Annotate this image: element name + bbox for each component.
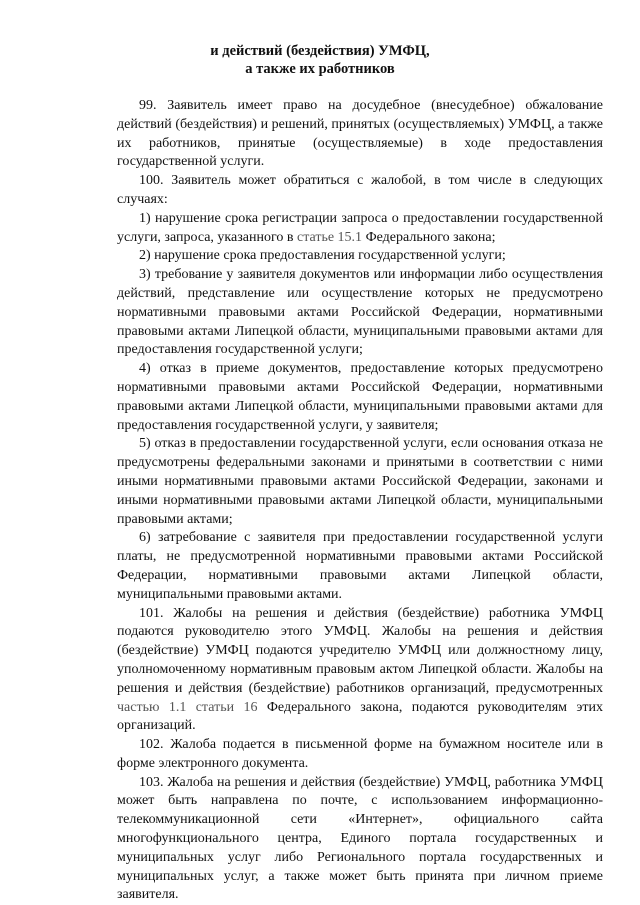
case-4: 4) отказ в приеме документов, предоставление которых предусмотрено нормативными правовыми актами Российской Федерации, нормативными правовыми актами Липецкой области, муниципальными правовыми актами для предоставления государственной услуги, у заявителя;	[117, 361, 603, 433]
paragraph-101-text-b: Федерального закона, подаются руководителям этих организаций.	[117, 699, 604, 734]
paragraph-103: 103. Жалоба на решения и действия (бездействие) УМФЦ, работника УМФЦ может быть направлена по почте, с использованием информационно-телекоммуникационной сети «Интернет», официального сайта многофункционального центра, Единого портала государственных и муниципальных услуг либо Регионального портала государственных и муниципальных услуг, а также может быть принята при личном приеме заявителя.	[117, 774, 603, 903]
case-5: 5) отказ в предоставлении государственной услуги, если основания отказа не предусмотрены федеральными законами и принятыми в соответствии с ними иными нормативными правовыми актами Российской Федерации, законами и иными нормативными правовыми актами Липецкой области, муниципальными правовыми актами;	[117, 436, 603, 527]
article-16-part-1-1-link[interactable]: частью 1.1 статьи 16	[117, 699, 258, 715]
paragraph-101	[117, 605, 603, 737]
paragraph-100: 100. Заявитель может обратиться с жалобой, в том числе в следующих случаях:	[117, 173, 603, 207]
case-1-text-b: Федерального закона;	[362, 229, 496, 245]
case-3: 3) требование у заявителя документов или информации либо осуществления действий, представление или осуществление которых не предусмотрено нормативными правовыми актами Российской Федерации, нормативными правовыми актами Липецкой области, муниципальными правовыми актами для предоставления государственной услуги;	[117, 267, 603, 358]
heading-line-2: а также их работников	[245, 61, 395, 77]
case-1	[117, 210, 603, 248]
paragraph-101-text-a: 101. Жалобы на решения и действия (бездействие) работника УМФЦ подаются руководителю этого УМФЦ. Жалобы на решения и действия (бездействие) УМФЦ подаются учредителю УМФЦ или должностному лицу, уполномоченному нормативным правовым актом Липецкой области. Жалобы на решения и действия (бездействие) работников организаций, предусмотренных	[117, 605, 603, 696]
case-2: 2) нарушение срока предоставления государственной услуги;	[139, 248, 506, 264]
paragraph-99: 99. Заявитель имеет право на досудебное (внесудебное) обжалование действий (бездействия) и решений, принятых (осуществляемых) УМФЦ, а также их работников, принятые (осуществляемые) в ходе предоставления государственной услуги.	[117, 98, 603, 170]
heading-line-1: и действий (бездействия) УМФЦ,	[210, 43, 430, 59]
section-heading	[0, 42, 640, 78]
paragraph-102: 102. Жалоба подается в письменной форме на бумажном носителе или в форме электронного документа.	[117, 737, 603, 771]
case-6: 6) затребование с заявителя при предоставлении государственной услуги платы, не предусмотренной нормативными правовыми актами Российской Федерации, нормативными правовыми актами Липецкой области, муниципальными правовыми актами.	[117, 530, 603, 602]
case-1-text-a: 1) нарушение срока регистрации запроса о предоставлении государственной услуги, запроса, указанного в	[117, 210, 603, 245]
article-15-1-link[interactable]: статье 15.1	[296, 229, 363, 245]
document-body	[117, 97, 603, 905]
